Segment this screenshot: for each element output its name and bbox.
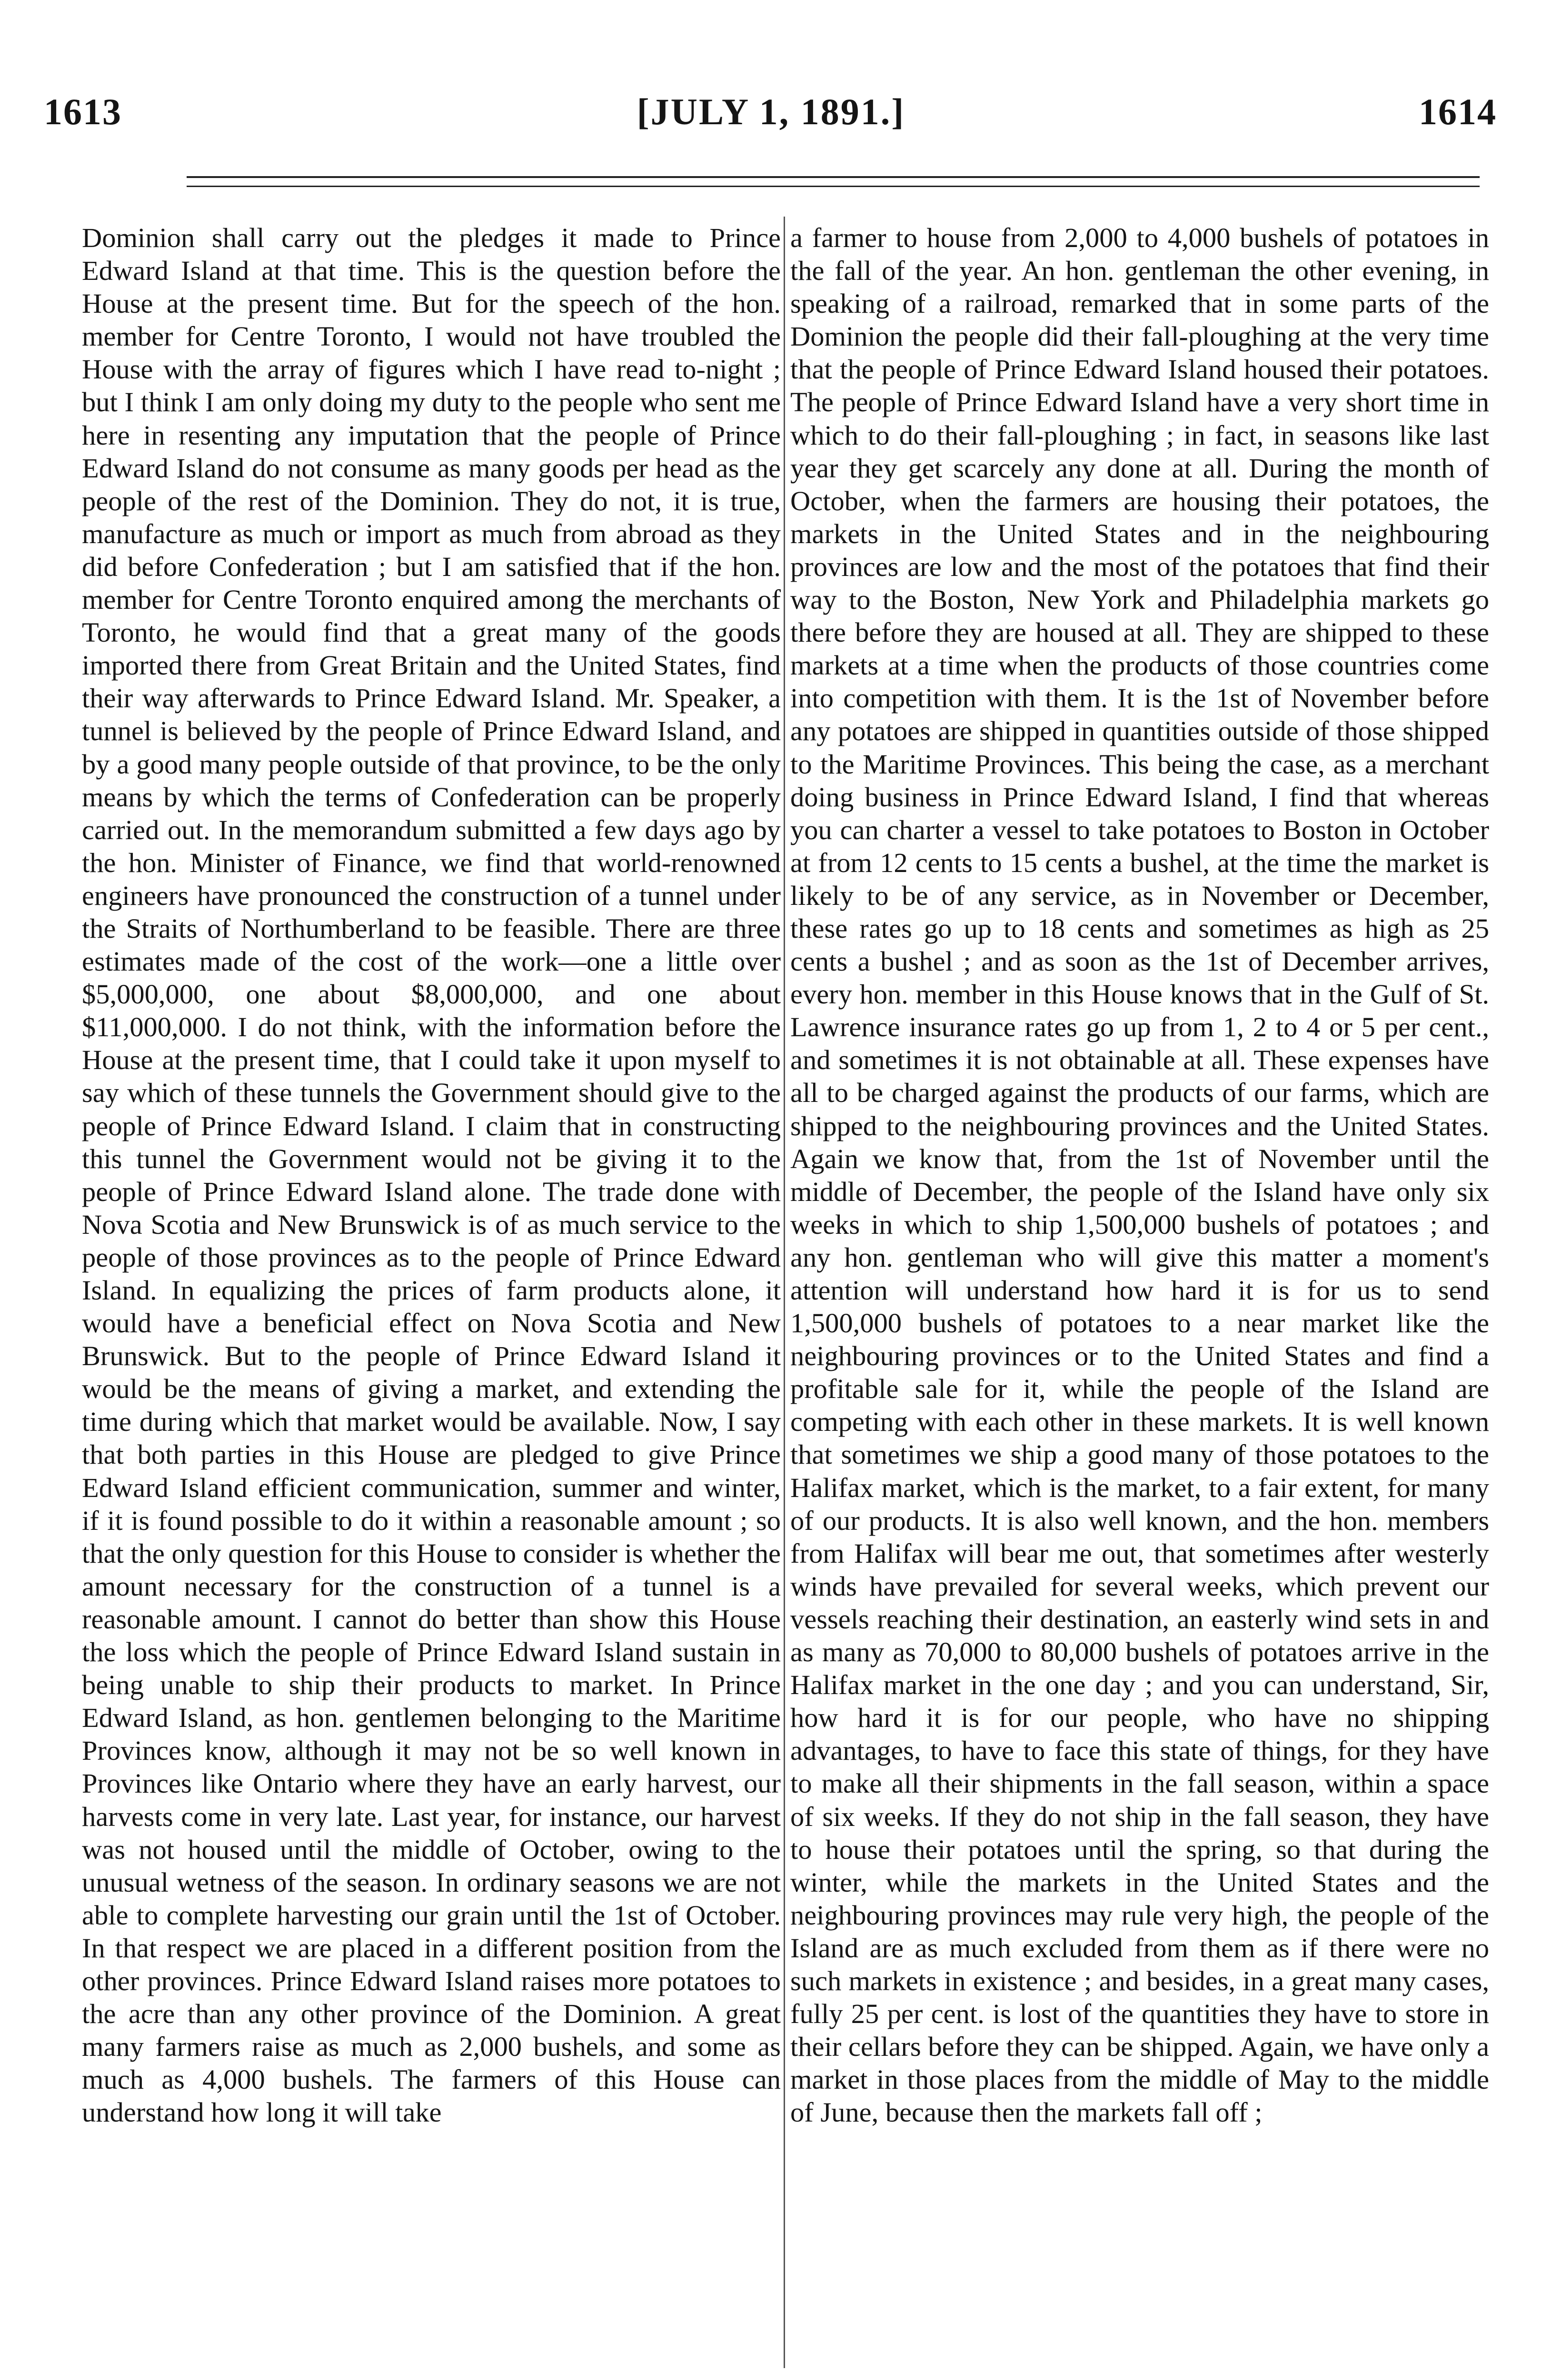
page-number-left: 1613 <box>44 91 122 132</box>
column-right-text: a farmer to house from 2,000 to 4,000 bushels of potatoes in the fall of the year. An hon. gentleman the other evening, in speaking of a railroad, remarked that in some parts of the Dominion the people did their fall-ploughing at the very time that the people of Prince Edward Island housed their potatoes. The people of Prince Edward Island have a very short time in which to do their fall-ploughing ; in fact, in seasons like last year they get scarcely any done at all. During the month of October, when the farmers are housing their potatoes, the markets in the United States and in the neighbouring provinces are low and the most of the potatoes that find their way to the Boston, New York and Philadelphia markets go there before they are housed at all. They are shipped to these markets at a time when the products of those countries come into competition with them. It is the 1st of November before any potatoes are shipped in quantities outside of those shipped to the Maritime Provinces. This being the case, as a merchant doing business in Prince Edward Island, I find that whereas you can charter a vessel to take potatoes to Boston in October at from 12 cents to 15 cents a bushel, at the time the market is likely to be of any service, as in November or December, these rates go up to 18 cents and sometimes as high as 25 cents a bushel ; and as soon as the 1st of December arrives, every hon. member in this House knows that in the Gulf of St. Lawrence insurance rates go up from 1, 2 to 4 or 5 per cent., and sometimes it is not obtainable at all. These expenses have all to be charged against the products of our farms, which are shipped to the neighbouring provinces and the United States. Again we know that, from the 1st of November until the middle of December, the people of the Island have only six weeks in which to ship 1,500,000 bushels of potatoes ; and any hon. gentleman who will give this matter a moment's attention will understand how hard it is for us to send 1,500,000 bushels of potatoes to a near market like the neighbouring provinces or to the United States and find a profitable sale for it, while the people of the Island are competing with each other in these markets. It is well known that sometimes we ship a good many of those potatoes to the Halifax market, which is the market, to a fair extent, for many of our products. It is also well known, and the hon. members from Halifax will bear me out, that sometimes after westerly winds have prevailed for several weeks, which prevent our vessels reaching their destination, an easterly wind sets in and as many as 70,000 to 80,000 bushels of potatoes arrive in the Halifax market in the one day ; and you can understand, Sir, how hard it is for our people, who have no shipping advantages, to have to face this state of things, for they have to make all their shipments in the fall season, within a space of six weeks. If they do not ship in the fall season, they have to house their potatoes until the spring, so that during the winter, while the markets in the United States and the neighbouring provinces may rule very high, the people of the Island are as much excluded from them as if there were no such markets in existence ; and besides, in a great many cases, fully 25 per cent. is lost of the quantities they have to store in their cellars before they can be shipped. Again, we have only a market in those places from the middle of May to the middle of June, because then the markets fall off ; <box>790 222 1489 2128</box>
page-number-right: 1614 <box>1419 91 1497 132</box>
header-rule-bottom <box>187 186 1480 187</box>
column-left-text: Dominion shall carry out the pledges it made to Prince Edward Island at that time. This is the question before the House at the present time. But for the speech of the hon. member for Centre Toronto, I would not have troubled the House with the array of figures which I have read to-night ; but I think I am only doing my duty to the people who sent me here in resenting any imputation that the people of Prince Edward Island do not consume as many goods per head as the people of the rest of the Dominion. They do not, it is true, manufacture as much or import as much from abroad as they did before Confederation ; but I am satisfied that if the hon. member for Centre Toronto enquired among the merchants of Toronto, he would find that a great many of the goods imported there from Great Britain and the United States, find their way afterwards to Prince Edward Island. Mr. Speaker, a tunnel is believed by the people of Prince Edward Island, and by a good many people outside of that province, to be the only means by which the terms of Confederation can be properly carried out. In the memorandum submitted a few days ago by the hon. Minister of Finance, we find that world-renowned engineers have pronounced the construction of a tunnel under the Straits of Northumberland to be feasible. There are three estimates made of the cost of the work—one a little over $5,000,000, one about $8,000,000, and one about $11,000,000. I do not think, with the information before the House at the present time, that I could take it upon myself to say which of these tunnels the Government should give to the people of Prince Edward Island. I claim that in constructing this tunnel the Government would not be giving it to the people of Prince Edward Island alone. The trade done with Nova Scotia and New Brunswick is of as much service to the people of those provinces as to the people of Prince Edward Island. In equalizing the prices of farm products alone, it would have a beneficial effect on Nova Scotia and New Brunswick. But to the people of Prince Edward Island it would be the means of giving a market, and extending the time during which that market would be available. Now, I say that both parties in this House are pledged to give Prince Edward Island efficient communication, summer and winter, if it is found possible to do it within a reasonable amount ; so that the only question for this House to consider is whether the amount necessary for the construction of a tunnel is a reasonable amount. I cannot do better than show this House the loss which the people of Prince Edward Island sustain in being unable to ship their products to market. In Prince Edward Island, as hon. gentlemen belonging to the Maritime Provinces know, although it may not be so well known in Provinces like Ontario where they have an early harvest, our harvests come in very late. Last year, for instance, our harvest was not housed until the middle of October, owing to the unusual wetness of the season. In ordinary seasons we are not able to complete harvesting our grain until the 1st of October. In that respect we are placed in a different position from the other provinces. Prince Edward Island raises more potatoes to the acre than any other province of the Dominion. A great many farmers raise as much as 2,000 bushels, and some as much as 4,000 bushels. The farmers of this House can understand how long it will take <box>82 222 781 2128</box>
header-rule-top <box>187 176 1480 178</box>
header-date: [JULY 1, 1891.] <box>637 91 905 132</box>
column-divider <box>784 217 785 2368</box>
page-header <box>0 90 1542 148</box>
text-column-right <box>790 221 1489 2380</box>
text-column-left <box>82 221 781 2380</box>
